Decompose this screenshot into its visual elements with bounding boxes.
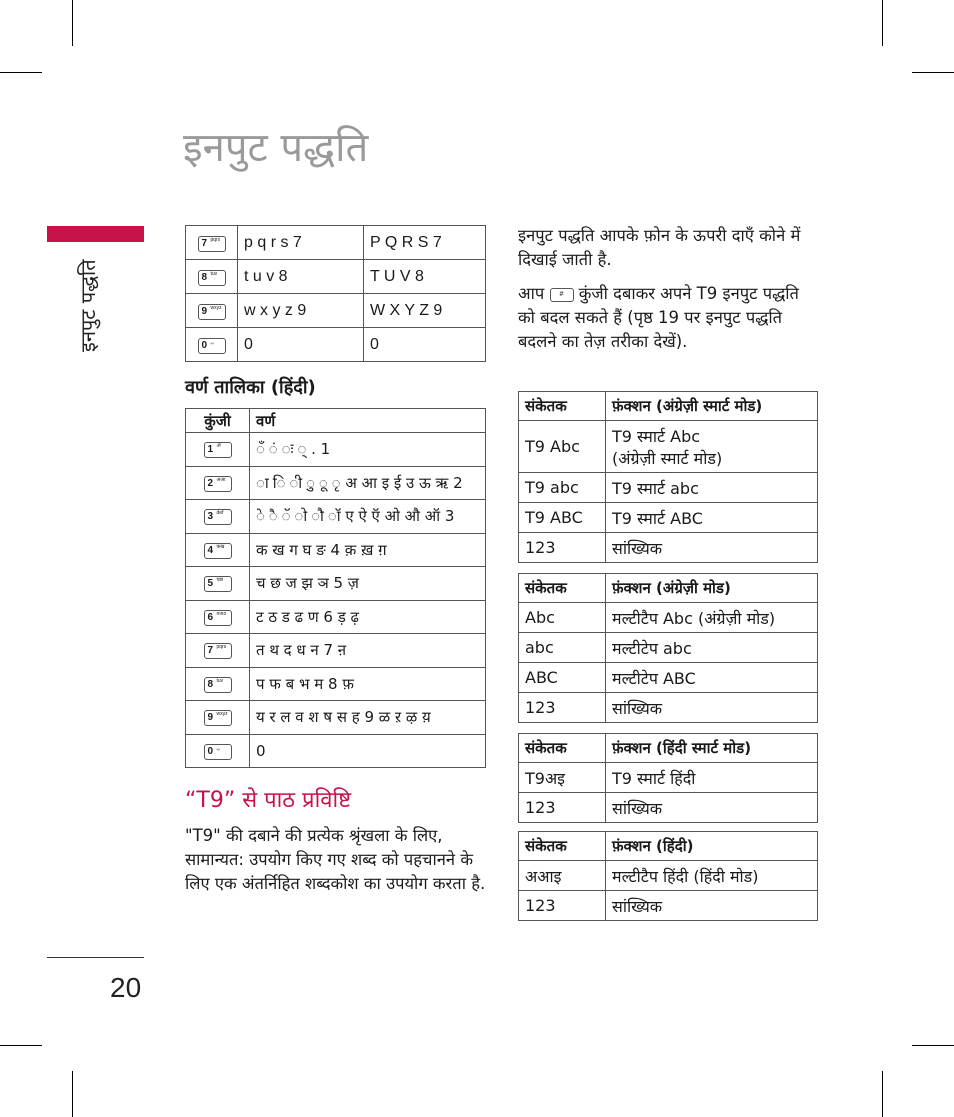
indicator-cell: T9अइ xyxy=(519,763,606,793)
lowercase-chars: t u v 8 xyxy=(238,260,364,294)
header-function: फ़ंक्शन (अंग्रेज़ी मोड) xyxy=(606,574,818,603)
indicator-cell: Abc xyxy=(519,603,606,633)
key-letters: def xyxy=(216,510,224,517)
keypad-key-icon xyxy=(198,304,226,320)
table-row xyxy=(519,861,818,891)
key-characters: 0 xyxy=(250,734,486,768)
table-row xyxy=(519,533,818,563)
key-number: 5 xyxy=(207,578,214,590)
header-key: कुंजी xyxy=(186,409,250,433)
table-row xyxy=(186,701,486,735)
table-row xyxy=(519,891,818,921)
crop-mark xyxy=(912,72,954,73)
key-characters: प फ ब भ म 8 फ़ xyxy=(250,667,486,701)
function-cell: सांख्यिक xyxy=(606,533,818,563)
function-line: (अंग्रेज़ी स्मार्ट मोड) xyxy=(612,448,723,468)
key-characters: च छ ज झ ञ 5 ज़ xyxy=(250,567,486,601)
lowercase-chars: 0 xyxy=(238,328,364,362)
indicator-cell: 123 xyxy=(519,533,606,563)
header-function: फ़ंक्शन (हिंदी स्मार्ट मोड) xyxy=(606,734,818,763)
crop-mark xyxy=(912,1045,954,1046)
uppercase-chars: 0 xyxy=(364,328,486,362)
crop-mark xyxy=(882,1071,883,1117)
key-cell xyxy=(186,734,250,768)
table-row xyxy=(519,693,818,723)
key-cell xyxy=(186,226,238,260)
keypad-key-icon xyxy=(204,610,232,626)
key-cell xyxy=(186,500,250,534)
crop-mark xyxy=(0,72,42,73)
key-cell xyxy=(186,260,238,294)
table-row xyxy=(186,600,486,634)
keypad-key-icon xyxy=(204,677,232,693)
key-characters: त थ द ध न 7 ऩ xyxy=(250,634,486,668)
side-section-label: इनपुट पद्धति xyxy=(76,259,100,352)
key-characters: ट ठ ड ढ ण 6 ड़ ढ़ xyxy=(250,600,486,634)
key-letters: tuv xyxy=(216,677,224,684)
table-row xyxy=(186,260,486,294)
t9-section-heading: “T9” से पाठ प्रविष्टि xyxy=(185,788,352,813)
header-function: फ़ंक्शन (हिंदी) xyxy=(606,832,818,861)
mode-table-hindi xyxy=(518,831,818,921)
key-cell xyxy=(186,466,250,500)
page-title: इनपुट पद्धति xyxy=(183,125,369,171)
function-cell: मल्टीटेप abc xyxy=(606,633,818,663)
indicator-cell: ABC xyxy=(519,663,606,693)
keypad-key-icon xyxy=(204,643,232,659)
table-row xyxy=(519,473,818,503)
function-cell: सांख्यिक xyxy=(606,693,818,723)
indicator-cell: 123 xyxy=(519,891,606,921)
table-row xyxy=(519,421,818,473)
key-letters: ␣ xyxy=(216,744,220,751)
intro-paragraph-1: इनपुट पद्धति आपके फ़ोन के ऊपरी दाएँ कोने में दिखाई जाती है. xyxy=(518,226,801,269)
table-row xyxy=(186,433,486,467)
table-row xyxy=(186,294,486,328)
function-cell: मल्टीटैप हिंदी (हिंदी मोड) xyxy=(606,861,818,891)
key-number: 0 xyxy=(207,745,214,757)
keypad-key-icon xyxy=(204,744,232,760)
section-tab-marker xyxy=(47,226,144,242)
mode-table-english xyxy=(518,573,818,723)
hindi-chart-title: वर्ण तालिका (हिंदी) xyxy=(185,377,316,398)
key-letters: wxyz xyxy=(210,304,222,311)
key-letters: pqrs xyxy=(210,236,221,243)
keypad-key-icon xyxy=(204,576,232,592)
key-characters: ा ि ी ु ू ृ अ आ इ ई उ ऊ ऋ 2 xyxy=(250,466,486,500)
lowercase-chars: p q r s 7 xyxy=(238,226,364,260)
keypad-key-icon xyxy=(204,509,232,525)
key-letters: ॐ xyxy=(216,443,222,450)
function-cell: T9 स्मार्ट हिंदी xyxy=(606,763,818,793)
key-cell xyxy=(186,701,250,735)
table-row xyxy=(519,603,818,633)
table-row xyxy=(186,567,486,601)
crop-mark xyxy=(72,0,73,46)
function-cell: मल्टीटेप ABC xyxy=(606,663,818,693)
key-letters: wxyz xyxy=(216,711,228,718)
key-number: 3 xyxy=(207,511,214,523)
key-letters: अआ xyxy=(216,476,226,483)
intro-text-before: आप xyxy=(518,284,545,303)
crop-mark xyxy=(72,1071,73,1117)
table-row xyxy=(519,663,818,693)
header-function: फ़ंक्शन (अंग्रेज़ी स्मार्ट मोड) xyxy=(606,392,818,421)
table-row xyxy=(519,763,818,793)
key-number: 7 xyxy=(207,645,214,657)
indicator-cell: 123 xyxy=(519,693,606,723)
key-cell xyxy=(186,634,250,668)
mode-table-hindi-smart xyxy=(518,733,818,823)
uppercase-chars: W X Y Z 9 xyxy=(364,294,486,328)
key-characters: े ै ॅ ो ौ ॉ ए ऐ ऍ ओ औ ऑ 3 xyxy=(250,500,486,534)
indicator-cell: अआइ xyxy=(519,861,606,891)
key-number: 9 xyxy=(207,712,214,724)
key-letters: pqrs xyxy=(216,644,227,651)
key-characters: य र ल व श ष स ह 9 ळ ऱ ऴ य़ xyxy=(250,701,486,735)
indicator-cell: T9 abc xyxy=(519,473,606,503)
function-cell: मल्टीटैप Abc (अंग्रेज़ी मोड) xyxy=(606,603,818,633)
table-row xyxy=(186,226,486,260)
key-number: 1 xyxy=(207,444,214,456)
header-indicator: संकेतक xyxy=(519,832,606,861)
indicator-cell: 123 xyxy=(519,793,606,823)
header-chars: वर्ण xyxy=(250,409,486,433)
crop-mark xyxy=(882,0,883,46)
key-number: 2 xyxy=(207,477,214,489)
keypad-key-icon xyxy=(204,710,232,726)
indicator-cell: T9 Abc xyxy=(519,421,606,473)
key-letters: mno xyxy=(216,610,227,617)
table-header-row xyxy=(186,409,486,433)
key-number: 8 xyxy=(201,271,208,283)
table-header-row xyxy=(519,734,818,763)
key-cell xyxy=(186,533,250,567)
table-header-row xyxy=(519,574,818,603)
function-line: T9 स्मार्ट Abc xyxy=(612,426,701,446)
table-row xyxy=(519,633,818,663)
key-cell xyxy=(186,567,250,601)
intro-paragraph-2 xyxy=(518,282,818,354)
key-cell xyxy=(186,600,250,634)
key-cell xyxy=(186,328,238,362)
page-number: 20 xyxy=(110,972,142,1003)
function-cell: T9 स्मार्ट abc xyxy=(606,473,818,503)
crop-mark xyxy=(0,1045,42,1046)
function-cell: T9 स्मार्ट ABC xyxy=(606,503,818,533)
key-number: 9 xyxy=(201,305,208,317)
keypad-key-icon xyxy=(204,476,232,492)
key-letters: tuv xyxy=(210,270,218,277)
lowercase-chars: w x y z 9 xyxy=(238,294,364,328)
indicator-cell: abc xyxy=(519,633,606,663)
hindi-character-table xyxy=(185,408,486,768)
key-number: 6 xyxy=(207,611,214,623)
key-number: 7 xyxy=(201,237,208,249)
t9-section-body: "T9" की दबाने की प्रत्येक श्रृंखला के लिए, सामान्यत: उपयोग किए गए शब्द को पहचानने के लिए एक अंतर्निहित शब्दकोश का उपयोग करता है. xyxy=(185,826,486,893)
latin-key-table xyxy=(185,225,486,362)
key-cell xyxy=(186,667,250,701)
mode-table-english-smart xyxy=(518,391,818,563)
uppercase-chars: T U V 8 xyxy=(364,260,486,294)
key-number: 0 xyxy=(201,339,208,351)
table-row xyxy=(186,667,486,701)
key-cell xyxy=(186,294,238,328)
table-row xyxy=(186,533,486,567)
keypad-key-icon xyxy=(198,236,226,252)
key-letters: ␣ xyxy=(210,338,214,345)
key-letters: कख xyxy=(216,543,225,550)
indicator-cell: T9 ABC xyxy=(519,503,606,533)
keypad-key-icon xyxy=(204,442,232,458)
table-row xyxy=(519,793,818,823)
key-characters: ँ ं ः ् . 1 xyxy=(250,433,486,467)
header-indicator: संकेतक xyxy=(519,734,606,763)
table-row xyxy=(186,500,486,534)
key-cell xyxy=(186,433,250,467)
keypad-key-icon xyxy=(198,338,226,354)
table-row xyxy=(519,503,818,533)
intro-text-after: कुंजी दबाकर अपने T9 इनपुट पद्धति को बदल सकते हैं (पृष्ठ 19 पर इनपुट पद्धति बदलने का तेज़ तरीका देखें). xyxy=(518,284,799,351)
key-letters: चछ xyxy=(216,577,224,584)
header-indicator: संकेतक xyxy=(519,392,606,421)
table-row xyxy=(186,734,486,768)
function-cell: सांख्यिक xyxy=(606,891,818,921)
hash-key-icon xyxy=(550,288,574,302)
keypad-key-icon xyxy=(198,270,226,286)
table-header-row xyxy=(519,392,818,421)
keypad-key-icon xyxy=(204,543,232,559)
footer-divider xyxy=(47,957,144,958)
table-row xyxy=(186,328,486,362)
function-cell xyxy=(606,421,818,473)
table-row xyxy=(186,466,486,500)
table-row xyxy=(186,634,486,668)
hindi-character-table-body xyxy=(186,433,486,768)
uppercase-chars: P Q R S 7 xyxy=(364,226,486,260)
key-characters: क ख ग घ ङ 4 क़ ख़ ग़ xyxy=(250,533,486,567)
key-number: 8 xyxy=(207,678,214,690)
function-cell: सांख्यिक xyxy=(606,793,818,823)
hash-key-label: # xyxy=(559,290,564,298)
table-header-row xyxy=(519,832,818,861)
latin-key-table-body xyxy=(186,226,486,362)
key-number: 4 xyxy=(207,544,214,556)
header-indicator: संकेतक xyxy=(519,574,606,603)
